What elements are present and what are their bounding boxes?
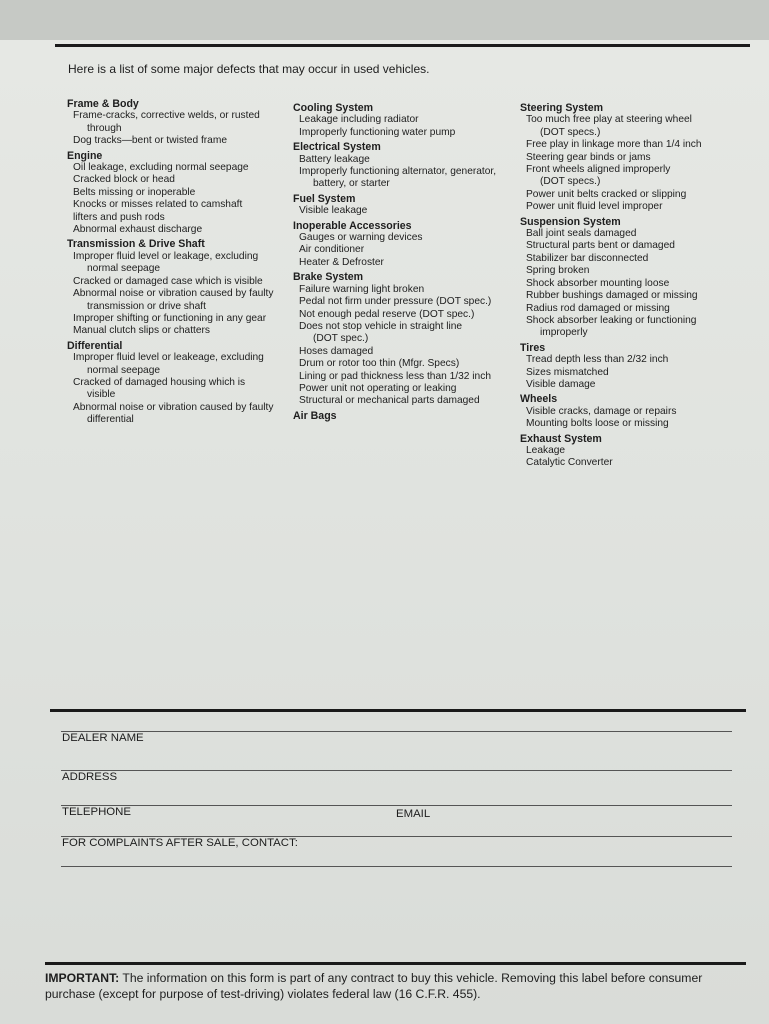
defect-item: Cracked or damaged case which is visible [73,275,263,287]
defect-item: Leakage [526,444,566,456]
defects-column-2 [293,100,518,422]
defect-item: (DOT specs.) [540,126,601,138]
defect-item: Visible cracks, damage or repairs [526,405,677,417]
defect-item: Oil leakage, excluding normal seepage [73,162,249,174]
defect-item: Battery leakage [299,153,370,165]
important-label: IMPORTANT: [45,971,120,985]
telephone-line [61,805,732,806]
defect-category-heading: Steering System [520,102,604,114]
defect-category-heading: Frame & Body [67,98,139,110]
defect-item: Steering gear binds or jams [526,151,651,163]
defect-item: Does not stop vehicle in straight line [299,320,463,332]
defect-item: differential [87,414,134,426]
defect-item: Mounting bolts loose or missing [526,418,669,430]
defect-item: Improperly functioning water pump [299,126,456,138]
dealer-section-rule [50,709,746,712]
important-text: The information on this form is part of any contract to buy this vehicle. Removing this label before consumer purchase (except for purpose of test-driving) violates federal law (16 C.F.R. 455). [45,971,703,1001]
dealer-name-label: DEALER NAME [62,732,144,744]
defect-item: Visible leakage [299,205,368,217]
defect-item: transmission or drive shaft [87,300,206,312]
defect-category-heading: Transmission & Drive Shaft [67,238,205,251]
defect-item: through [87,122,122,134]
defect-category-heading: Inoperable Accessories [293,219,412,232]
defect-item: Dog tracks—bent or twisted frame [73,135,228,147]
defect-item: Radius rod damaged or missing [526,302,670,314]
defect-item: Cracked of damaged housing which is [73,376,246,388]
address-label: ADDRESS [62,771,118,783]
defect-item: normal seepage [87,263,161,275]
defect-item: Improperly functioning alternator, generator, [299,166,497,178]
important-notice [45,970,745,1002]
defect-item: lifters and push rods [73,211,165,223]
defect-item: Catalytic Converter [526,457,613,469]
defect-item: Improper fluid level or leakage, excluding [73,250,259,262]
defect-item: Visible damage [526,378,596,390]
defect-item: improperly [540,327,588,339]
defect-category-heading: Differential [67,339,123,352]
defect-item: Manual clutch slips or chatters [73,325,211,337]
defect-category-heading: Wheels [520,393,558,406]
defect-item: Leakage including radiator [299,114,419,126]
defect-category-heading: Air Bags [293,409,337,422]
defect-item: Belts missing or inoperable [73,186,196,198]
background-top [0,0,769,40]
defect-item: (DOT spec.) [313,333,369,345]
defect-item: Tread depth less than 2/32 inch [526,354,669,366]
defect-item: Power unit not operating or leaking [299,382,457,394]
dealer-name-line [61,731,732,732]
defect-category-heading: Brake System [293,271,364,284]
defect-item: Structural or mechanical parts damaged [299,395,480,407]
defect-item: Improper shifting or functioning in any gear [73,312,267,324]
defect-category-heading: Engine [67,149,103,162]
defect-item: Pedal not firm under pressure (DOT spec.) [299,296,492,308]
defect-item: (DOT specs.) [540,176,601,188]
defect-item: Hoses damaged [299,345,374,357]
defect-item: Shock absorber leaking or functioning [526,314,697,326]
defect-category-heading: Cooling System [293,102,374,114]
defect-item: Frame-cracks, corrective welds, or rusted [73,110,260,122]
defect-category-heading: Suspension System [520,215,621,228]
defect-category-heading: Fuel System [293,192,356,205]
complaints-contact-line [61,866,732,867]
defect-category-heading: Exhaust System [520,432,602,445]
defect-item: Air conditioner [299,244,365,256]
defect-item: Abnormal noise or vibration caused by faulty [73,288,274,300]
defect-item: Gauges or warning devices [299,232,423,244]
defects-column-3 [520,100,760,470]
defect-item: Abnormal noise or vibration caused by faulty [73,401,274,413]
intro-text: Here is a list of some major defects that may occur in used vehicles. [68,62,430,76]
defect-item: Rubber bushings damaged or missing [526,290,698,302]
complaints-label: FOR COMPLAINTS AFTER SALE, CONTACT: [62,837,298,849]
defect-item: Knocks or misses related to camshaft [73,199,243,211]
defect-item: Cracked block or head [73,174,175,186]
defect-item: Free play in linkage more than 1/4 inch [526,139,702,151]
defect-item: Abnormal exhaust discharge [73,224,203,236]
bottom-rule [45,962,746,965]
defect-item: Front wheels aligned improperly [526,164,671,176]
email-label: EMAIL [396,808,431,820]
defect-category-heading: Electrical System [293,141,381,154]
defect-item: Not enough pedal reserve (DOT spec.) [299,308,475,320]
defect-item: Improper fluid level or leakeage, excluding [73,352,264,364]
telephone-label: TELEPHONE [62,806,131,818]
defect-item: Heater & Defroster [299,256,384,268]
defect-item: Too much free play at steering wheel [526,114,692,126]
defect-item: visible [87,389,116,401]
defect-item: Spring broken [526,265,590,277]
defect-item: Drum or rotor too thin (Mfgr. Specs) [299,358,460,370]
top-rule [55,44,750,47]
defect-item: Sizes mismatched [526,366,609,378]
defect-item: battery, or starter [313,178,390,190]
defect-item: Structural parts bent or damaged [526,240,675,252]
address-line [61,770,732,771]
defect-item: Power unit fluid level improper [526,201,663,213]
defect-category-heading: Tires [520,341,546,354]
defect-item: normal seepage [87,364,161,376]
defect-item: Shock absorber mounting loose [526,277,670,289]
defect-item: Power unit belts cracked or slipping [526,188,687,200]
defect-item: Failure warning light broken [299,283,425,295]
defect-item: Lining or pad thickness less than 1/32 inch [299,370,491,382]
defect-item: Stabilizer bar disconnected [526,252,649,264]
defect-item: Ball joint seals damaged [526,228,637,240]
defects-column-1 [67,96,292,427]
